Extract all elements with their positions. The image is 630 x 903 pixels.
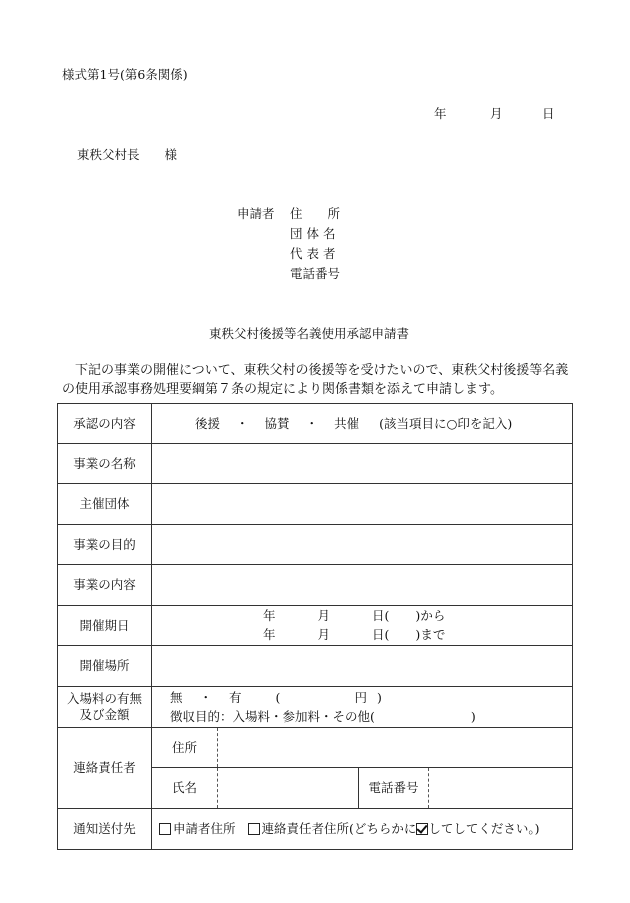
contact-name-field[interactable]	[218, 768, 359, 809]
notify-field	[152, 809, 573, 850]
row-approval	[58, 404, 573, 444]
fee-label	[58, 687, 152, 728]
row-venue	[58, 646, 573, 687]
fee-paren-close: )	[376, 689, 382, 705]
row-purpose	[58, 525, 573, 565]
row-notify	[58, 809, 573, 850]
approval-option-joint[interactable]: 共催	[334, 415, 360, 431]
organizer-label: 主催団体	[58, 484, 152, 525]
application-form-table	[57, 403, 573, 850]
period-label: 開催期日	[58, 606, 152, 646]
notify-applicant-checkbox[interactable]	[159, 823, 171, 835]
notify-contact-label: 連絡責任者住所	[261, 821, 350, 837]
date-day-label: 日	[542, 106, 555, 121]
period-to-label: まで	[420, 627, 446, 642]
approval-option-cosponsor[interactable]: 協賛	[264, 415, 290, 431]
row-contact-address	[58, 728, 573, 768]
period-from-month-label: 月	[317, 608, 331, 624]
applicant-phone-label: 電話番号	[290, 266, 341, 281]
check-mark-icon	[416, 823, 428, 835]
document-body: 下記の事業の開催について、東秩父村の後援等を受けたいので、東秩父村後援等名義の使用承認事務処理要綱第７条の規定により関係書類を添えて申請します。	[62, 363, 569, 397]
fee-purpose-paren-close: )	[470, 708, 476, 724]
notify-contact-checkbox[interactable]	[248, 823, 260, 835]
period-to-year-label: 年	[263, 627, 276, 642]
separator-dot: ・	[236, 415, 249, 431]
row-content	[58, 565, 573, 606]
row-event-name	[58, 444, 573, 484]
purpose-field[interactable]	[152, 525, 573, 565]
period-from-day-label: 日(	[372, 608, 390, 624]
contact-phone-label: 電話番号	[359, 768, 429, 809]
event-name-field[interactable]	[152, 444, 573, 484]
fee-option-yes[interactable]: 有	[229, 689, 242, 705]
period-to-month-label: 月	[317, 627, 331, 642]
period-from-label: から	[420, 608, 446, 624]
fee-paren-open: (	[275, 689, 281, 705]
fee-label-line1: 入場料の有無	[66, 691, 142, 707]
contact-label: 連絡責任者	[58, 728, 152, 809]
fee-option-none[interactable]: 無	[170, 689, 183, 705]
fee-yen-label: 円	[354, 689, 367, 705]
approval-note: (該当項目に○印を記入)	[379, 415, 513, 431]
approval-option-support[interactable]: 後援	[195, 415, 221, 431]
notify-note-prefix: (どちらかに	[349, 821, 417, 837]
applicant-label: 申請者	[237, 206, 275, 221]
fee-label-line2: 及び金額	[79, 707, 130, 722]
row-period	[58, 606, 573, 646]
document-title: 東秩父村後援等名義使用承認申請書	[209, 326, 410, 341]
approval-label: 承認の内容	[58, 404, 152, 444]
venue-label: 開催場所	[58, 646, 152, 687]
contact-address-field[interactable]	[218, 728, 573, 768]
period-from-year-label: 年	[263, 608, 276, 624]
content-label: 事業の内容	[58, 565, 152, 606]
period-from-paren-close: )	[415, 608, 421, 624]
period-field[interactable]	[152, 606, 573, 646]
separator-dot: ・	[305, 415, 319, 431]
content-field[interactable]	[152, 565, 573, 606]
notify-label: 通知送付先	[58, 809, 152, 850]
applicant-address-label: 住 所	[290, 206, 341, 221]
approval-options[interactable]	[152, 404, 573, 444]
period-to-day-label: 日(	[372, 627, 390, 642]
contact-address-label: 住所	[152, 728, 218, 768]
period-to-paren-close: )	[415, 627, 421, 642]
date-month-label: 月	[490, 106, 503, 121]
fee-purpose-text: 徴収目的：入場料・参加料・その他(	[170, 708, 375, 724]
venue-field[interactable]	[152, 646, 573, 687]
contact-phone-field[interactable]	[429, 768, 573, 809]
separator-dot: ・	[199, 689, 213, 705]
fee-field[interactable]	[152, 687, 573, 728]
notify-note-suffix: してしてください。)	[428, 821, 540, 837]
form-number: 様式第1号(第6条関係)	[62, 67, 188, 82]
row-fee	[58, 687, 573, 728]
row-organizer	[58, 484, 573, 525]
applicant-representative-label: 代 表 者	[290, 246, 336, 261]
organizer-field[interactable]	[152, 484, 573, 525]
date-year-label: 年	[434, 106, 447, 121]
contact-name-label: 氏名	[152, 768, 218, 809]
recipient: 東秩父村長 様	[77, 147, 178, 162]
applicant-organization-label: 団 体 名	[290, 226, 336, 241]
event-name-label: 事業の名称	[58, 444, 152, 484]
purpose-label: 事業の目的	[58, 525, 152, 565]
notify-applicant-label: 申請者住所	[173, 821, 236, 837]
